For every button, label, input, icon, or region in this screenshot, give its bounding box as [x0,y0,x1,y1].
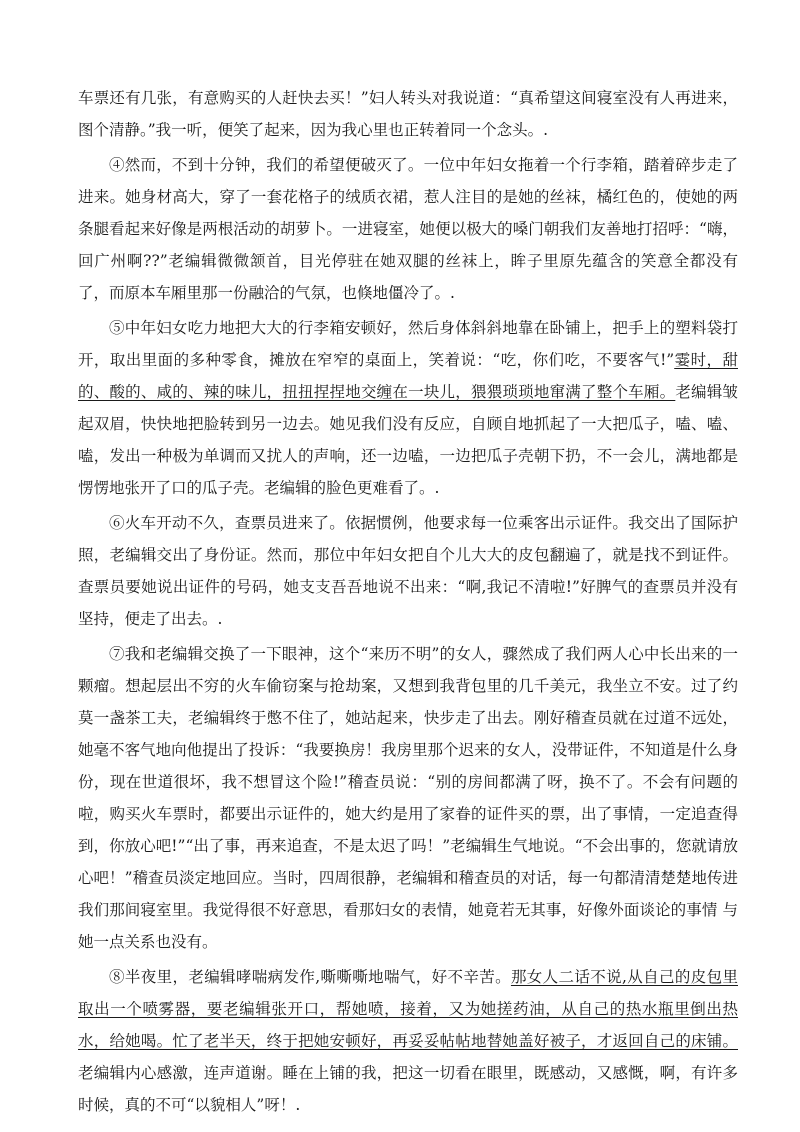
underlined-sentence: 那女人二话不说,从自己的皮包里取出一个喷雾器，要老编辑张开口，帮她喷，接着，又为她搓药油，从自己的热水瓶里倒出热水，给她喝。忙了老半天，终于把她安顿好，再妥妥帖帖地替她盖好被子，才返回自己的床铺。 [78,968,738,1050]
paragraph-text: ⑥火车开动不久，查票员进来了。依据惯例，他要求每一位乘客出示证件。我交出了国际护照，老编辑交出了身份证。然而，那位中年妇女把自个儿大大的皮包翻遍了，就是找不到证件。查票员要她说出证件的号码，她支支吾吾地说不出来：“啊,我记不清啦!”好脾气的查票员并没有坚持，便走了出去。. [78,514,738,628]
paragraph-text: ④然而，不到十分钟，我们的希望便破灭了。一位中年妇女拖着一个行李箱，踏着碎步走了进来。她身材高大，穿了一套花格子的绒质衣裙，惹人注目的是她的丝袜，橘红色的，使她的两条腿看起来好像是两根活动的胡萝卜。一进寝室，她便以极大的嗓门朝我们友善地打招呼：“嗨，回广州啊??”老编辑微微颔首，目光停驻在她双腿的丝袜上，眸子里原先蕴含的笑意全都没有了，而原本车厢里那一份融洽的气氛，也倏地僵冷了。. [78,156,738,302]
underlined-sentence: 霎时，甜的、酸的、咸的、辣的味儿，扭扭捏捏地交缠在一块儿，猥猥琐琐地窜满了整个车厢。 [78,351,738,401]
paragraph-text: ⑤中年妇女吃力地把大大的行李箱安顿好，然后身体斜斜地靠在卧铺上，把手上的塑料袋打开，取出里面的多种零食，摊放在窄窄的桌面上，笑着说：“吃，你们吃，不要客气!” [78,319,738,369]
paragraph-7 [78,638,738,958]
paragraph-text: 老编辑皱起双眉，快快地把脸转到另一边去。她见我们没有反应，自顾自地抓起了一大把瓜子，嗑、嗑、嗑，发出一种极为单调而又扰人的声响，还一边嗑，一边把瓜子壳朝下扔，不一会儿，满地都是愣愣地张开了口的瓜子壳。老编辑的脸色更难看了。. [78,383,738,497]
paragraph-4 [78,149,738,309]
paragraph-continuation [78,82,738,146]
paragraph-8 [78,961,738,1121]
article-body [78,82,738,1124]
paragraph-text: ⑧半夜里，老编辑哮喘病发作,嘶嘶嘶地喘气，好不辛苦。 [109,968,511,986]
paragraph-text: ⑦我和老编辑交换了一下眼神，这个“来历不明”的女人，骤然成了我们两人心中长出来的一颗瘤。想起层出不穷的火车偷窃案与抢劫案，又想到我背包里的几千美元，我坐立不安。过了约莫一盏茶工夫，老编辑终于憋不住了，她站起来，快步走了出去。刚好稽查员就在过道不远处，她毫不客气地向他提出了投诉：“我要换房！我房里那个迟来的女人，没带证件，不知道是什么身份，现在世道很坏，我不想冒这个险!”稽查员说：“别的房间都满了呀，换不了。不会有问题的啦，购买火车票时，都要出示证件的，她大约是用了家眷的证件买的票，出了事情，一定追查得到，你放心吧!”“出了事，再来追查，不是太迟了吗！”老编辑生气地说。“不会出事的，您就请放心吧！”稽查员淡定地回应。当时，四周很静，老编辑和稽查员的对话，每一句都清清楚楚地传进我们那间寝室里。我觉得很不好意思，看那妇女的表情，她竟若无其事，好像外面谈论的事情 与她一点关系也没有。 [78,645,738,951]
paragraph-text: 车票还有几张，有意购买的人赶快去买！”妇人转头对我说道：“真希望这间寝室没有人再进来，图个清静。”我一听，便笑了起来，因为我心里也正转着同一个念头。. [78,89,738,139]
paragraph-6 [78,507,738,635]
paragraph-text: 老编辑内心感激，连声道谢。睡在上铺的我，把这一切看在眼里，既感动，又感慨，啊，有许多时候，真的不可“以貌相人”呀！. [78,1064,738,1114]
paragraph-5 [78,312,738,504]
